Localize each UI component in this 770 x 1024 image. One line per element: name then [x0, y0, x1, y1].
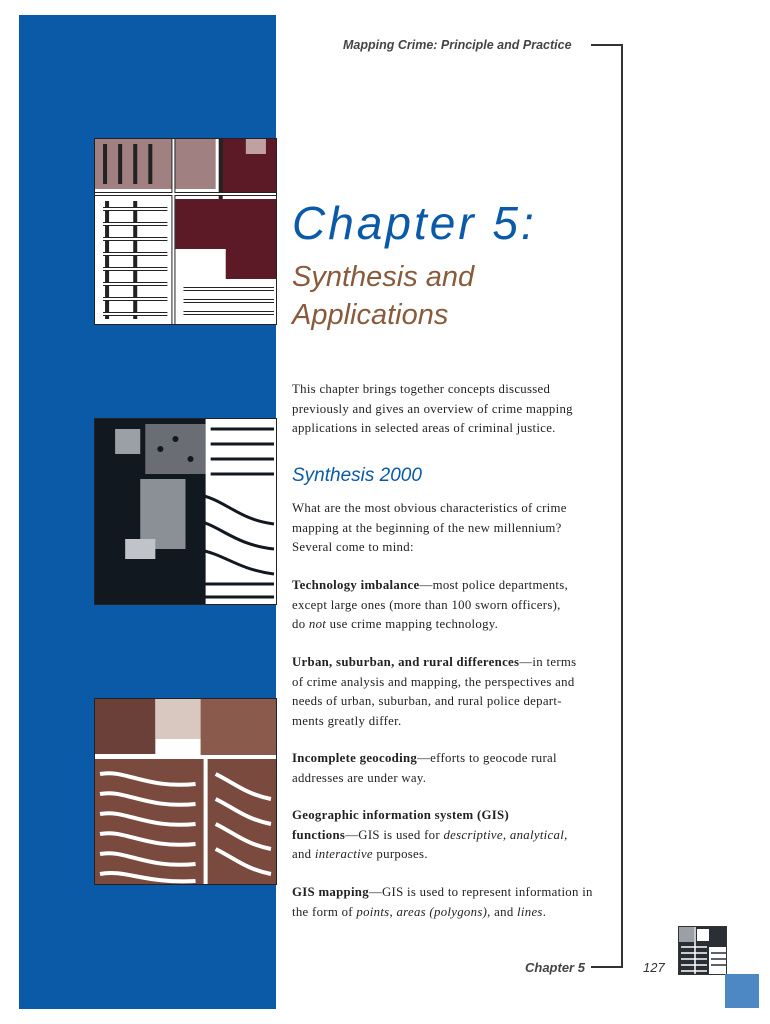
intro-paragraph: This chapter brings together concepts discussed previously and gives an overview of crime mapping applications in selected areas of criminal justice. [292, 382, 573, 435]
page-number: 127 [643, 960, 665, 975]
running-head-rule [591, 44, 623, 46]
map-image-dark [94, 418, 277, 605]
section-intro-paragraph: What are the most obvious characteristics of crime mapping at the beginning of the new millennium? Several come to mind: [292, 501, 567, 554]
item-urban-differences: Urban, suburban, and rural differences—in terms of crime analysis and mapping, the perspectives and needs of urban, suburban, and rural police depart- ments greatly differ. [292, 655, 577, 728]
page-margin-rule [621, 44, 623, 968]
footer-chapter-label: Chapter 5 [525, 960, 585, 975]
item-technology-imbalance: Technology imbalance—most police departments, except large ones (more than 100 sworn officers), do not use crime mapping technology. [292, 578, 569, 631]
item-gis-mapping: GIS mapping—GIS is used to represent information in the form of points, areas (polygons), and lines. [292, 885, 593, 919]
footer-rule [591, 966, 623, 968]
thumbnail-map-image [678, 926, 727, 975]
term-gis-mapping: GIS mapping [292, 885, 369, 899]
running-head: Mapping Crime: Principle and Practice [343, 38, 572, 52]
corner-blue-square [725, 974, 759, 1008]
term-gis-functions: Geographic information system (GIS) [292, 808, 510, 822]
chapter-subtitle: Synthesis and Applications [292, 261, 475, 331]
term-technology-imbalance: Technology imbalance [292, 578, 420, 592]
term-incomplete-geocoding: Incomplete geocoding [292, 751, 418, 765]
item-gis-functions: Geographic information system (GIS) functions—GIS is used for descriptive, analytical, and interactive purposes. [292, 808, 568, 861]
item-incomplete-geocoding: Incomplete geocoding—efforts to geocode rural addresses are under way. [292, 751, 557, 785]
section-heading: Synthesis 2000 [292, 465, 422, 486]
map-image-maroon [94, 138, 277, 325]
chapter-title: Chapter 5: [292, 197, 537, 249]
map-image-brown [94, 698, 277, 885]
term-urban-differences: Urban, suburban, and rural differences [292, 655, 520, 669]
